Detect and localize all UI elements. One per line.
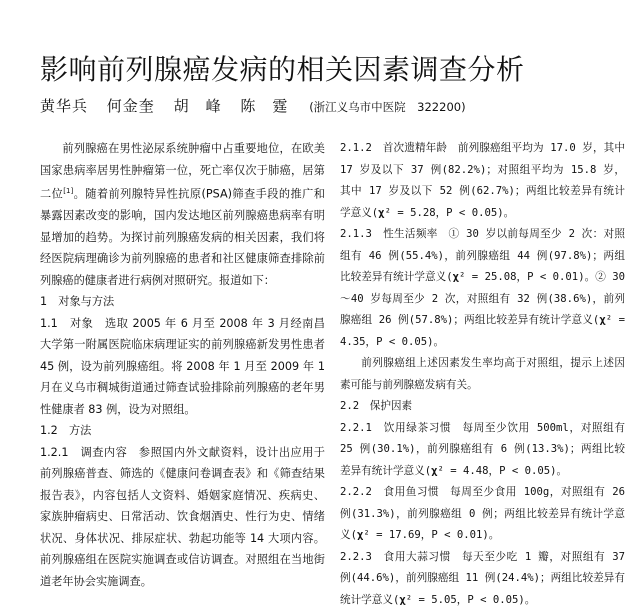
- chi-symbol: χ: [378, 207, 384, 219]
- s223-end: ² = 5.05，P < 0.05)。: [406, 594, 536, 606]
- s212-text: 2.1.2 首次遗精年龄 前列腺癌组平均为 17.0 岁，其中 17 岁及以下 37 例(82.2%)；对照组平均为 15.8 岁，其中 17 岁及以下 52 例(62.7%)；两组比较差异有统计学意义(: [340, 142, 625, 219]
- author-4: 陈 霆: [240, 95, 288, 116]
- chi-symbol: χ: [599, 314, 605, 326]
- chi-symbol: χ: [453, 271, 459, 283]
- chi-symbol: χ: [357, 529, 363, 541]
- section-heading-1: 1 对象与方法: [40, 291, 325, 313]
- s221-end: ² = 4.48，P < 0.05)。: [438, 465, 568, 477]
- left-column: [40, 138, 325, 592]
- paper-title: 影响前列腺癌发病的相关因素调查分析: [40, 48, 525, 88]
- section-1-2-1: 1.2.1 调查内容 参照国内外文献资料，设计出应用于前列腺癌普查、筛选的《健康问卷调查表》和《筛查结果报告表》，内容包括人文资料、婚姻家庭情况、疾病史、家族肿瘤病史、日常活动、饮食烟酒史、性行为史、情绪状况、身体状况、排尿症状、勃起功能等 14 大项内容。前列腺癌组在医院实施调查或信访调查。对照组在当地街道老年协会实施调查。: [40, 442, 325, 593]
- intro-text-b: 。随着前列腺特异性抗原(PSA)筛查手段的推广和暴露因素改变的影响，国内发达地区前列腺癌患病率有明显增加的趋势。为探讨前列腺癌发病的相关因素，我们将经医院病理确诊为前列腺癌的患者和社区健康筛查排除前列腺癌的健康者进行病例对照研究。报道如下：: [40, 188, 325, 287]
- author-3: 胡 峰: [174, 95, 222, 116]
- affiliation: (浙江义乌市中医院 322200): [309, 100, 465, 114]
- section-heading-1-2: 1.2 方法: [40, 420, 325, 442]
- author-line: [40, 95, 466, 116]
- s222-end: ² = 17.69，P < 0.01)。: [363, 529, 499, 541]
- summary-paragraph: 前列腺癌组上述因素发生率均高于对照组，提示上述因素可能与前列腺癌发病有关。: [340, 353, 625, 396]
- author-1: 黄华兵: [40, 95, 88, 116]
- chi-symbol: χ: [431, 465, 437, 477]
- section-2-1-2: [340, 138, 625, 224]
- section-2-2-1: [340, 418, 625, 483]
- intro-text-a: 前列腺癌在男性泌尿系统肿瘤中占重要地位，在欧美国家患病率居男性肿瘤第一位，死亡率仅次于肺癌，居第二位: [40, 142, 325, 201]
- section-2-2-2: [340, 482, 625, 547]
- s213-end: ² = 4.35，P < 0.05)。: [340, 314, 625, 348]
- right-column: [340, 138, 625, 611]
- s213-mid: ² = 25.08，P < 0.01)。② 30～40 岁每周至少 2 次，对照组有 32 例(38.6%)，前列腺癌组 26 例(57.8%)；两组比较差异有统计学意义(: [340, 271, 625, 326]
- section-heading-2-2: 2.2 保护因素: [340, 396, 625, 418]
- section-2-2-3: [340, 547, 625, 611]
- citation-ref: [1]: [63, 187, 73, 195]
- s213-text: 2.1.3 性生活频率 ① 30 岁以前每周至少 2 次：对照组有 46 例(55.4%)，前列腺癌组 44 例(97.8%)；两组比较差异有统计学意义(: [340, 228, 625, 283]
- chi-symbol: χ: [399, 594, 405, 606]
- s212-end: ² = 5.28，P < 0.05)。: [385, 207, 515, 219]
- section-1-1: 1.1 对象 选取 2005 年 6 月至 2008 年 3 月经南昌大学第一附属医院临床病理证实的前列腺癌新发男性患者 45 例，设为前列腺癌组。将 2008 年 1 月至 2009 年 1 月在义乌市稠城街道通过筛查试验排除前列腺癌的老年男性健康者 83 例，设为对照组。: [40, 313, 325, 421]
- intro-paragraph: [40, 138, 325, 291]
- author-2: 何金奎: [107, 95, 155, 116]
- section-2-1-3: [340, 224, 625, 353]
- s223-text: 2.2.3 食用大蒜习惯 每天至少吃 1 瓣，对照组有 37 例(44.6%)，前列腺癌组 11 例(24.4%)；两组比较差异有统计学意义(: [340, 551, 625, 606]
- s222-text: 2.2.2 食用鱼习惯 每周至少食用 100g，对照组有 26 例(31.3%)，前列腺癌组 0 例；两组比较差异有统计学意义(: [340, 486, 625, 541]
- s221-text: 2.2.1 饮用绿茶习惯 每周至少饮用 500ml，对照组有 25 例(30.1%)，前列腺癌组有 6 例(13.3%)；两组比较差异有统计学意义(: [340, 422, 625, 477]
